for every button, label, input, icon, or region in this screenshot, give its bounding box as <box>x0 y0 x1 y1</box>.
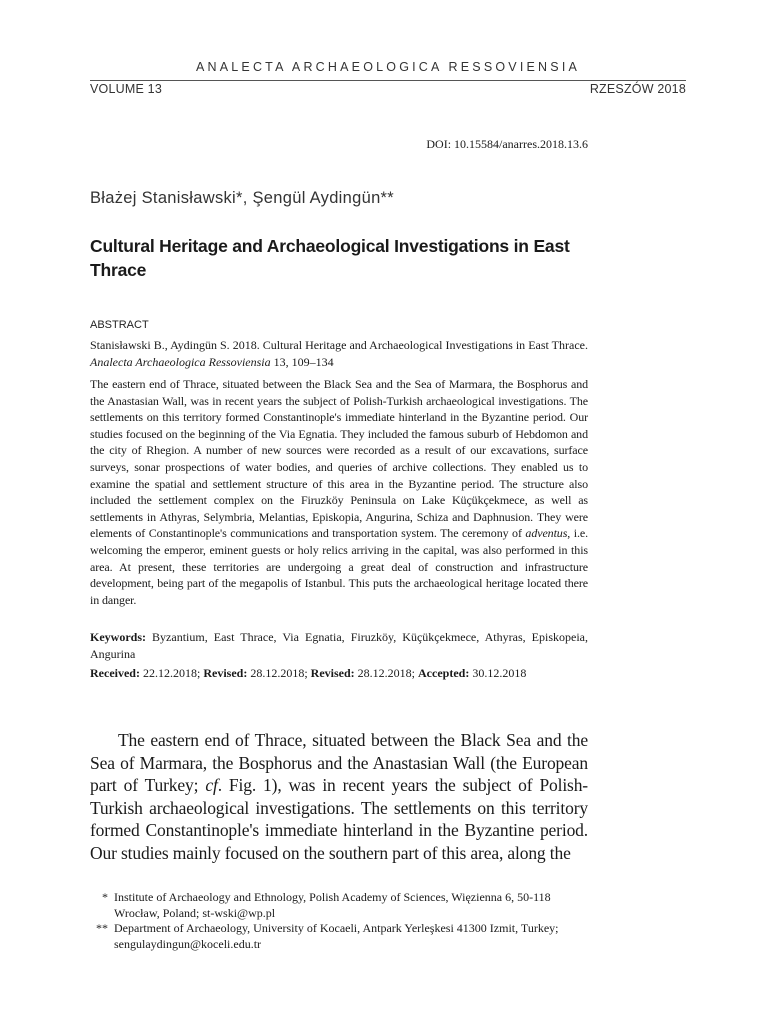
received-label: Received: <box>90 666 140 680</box>
abstract-heading: ABSTRACT <box>90 319 149 331</box>
abstract-body <box>90 376 588 608</box>
footnotes <box>90 890 588 952</box>
keywords-label: Keywords: <box>90 630 146 644</box>
revised-date-1: 28.12.2018; <box>250 666 308 680</box>
submission-dates <box>90 665 588 682</box>
accepted-label: Accepted: <box>418 666 470 680</box>
keywords-list: Byzantium, East Thrace, Via Egnatia, Firuzköy, Küçükçekmece, Athyras, Episkopeia, Angurina <box>90 630 588 661</box>
citation-journal: Analecta Archaeologica Ressoviensia <box>90 354 271 369</box>
footnote-text: Department of Archaeology, University of Kocaeli, Antpark Yerleşkesi 41300 Izmit, Turkey; sengulaydingun@koceli.edu.tr <box>114 921 559 951</box>
citation-prefix: Stanisławski B., Aydingün S. 2018. Cultural Heritage and Archaeological Investigations in East Thrace. <box>90 338 588 352</box>
abstract-text-part-1: The eastern end of Thrace, situated between the Black Sea and the Sea of Marmara, the Bosphorus and the Anastasian Wall, was in recent years the subject of Polish-Turkish archaeological investigations. The settlements on this territory formed Constantinople's immediate hinterland in the Byzantine period. Our studies focused on the beginning of the Via Egnatia. They included the famous suburb of Hebdomon and the city of Rhegion. A number of new sources were recorded as a result of our excavations, surface surveys, sonar prospections of water bodies, and queries of archive collections. They enabled us to examine the spatial and settlement structure of this area in the Byzantine period. The structure also included the settlement complex on the Firuzköy Peninsula on Lake Küçükçekmece, as well as settlements in Athyras, Selymbria, Melantias, Episkopia, Angurina, Schiza and Daphnusion. They were elements of Constantinople's communications and transportation system. The ceremony of <box>90 377 588 541</box>
abstract-citation <box>90 337 588 370</box>
intro-part-1: The eastern end of Thrace, situated between the Black Sea and the Sea of Marmara, the Bosphorus and the Anastasian Wall (the European part of Turkey; <box>90 730 588 795</box>
abstract-text-italic: adventus <box>525 526 568 541</box>
intro-cf: cf <box>205 775 218 795</box>
intro-paragraph <box>90 729 588 864</box>
doi-link[interactable]: DOI: 10.15584/anarres.2018.13.6 <box>426 137 588 151</box>
abstract-text-part-2: , i.e. welcoming the emperor, eminent guests or holy relics arriving in the capital, was also performed in this area. At present, these territories are undergoing a great deal of construction and infrastructure development, being part of the megapolis of Istanbul. This puts the archaeological heritage located there in danger. <box>90 526 589 607</box>
place-year: RZESZÓW 2018 <box>589 82 686 96</box>
footnote-mark: * <box>102 890 108 904</box>
footnote <box>90 921 588 952</box>
intro-part-2: . Fig. 1), was in recent years the subject of Polish-Turkish archaeological investigations. The settlements on this territory formed Constantinople's immediate hinterland in the Byzantine period. Our studies mainly focused on the southern part of this area, along the <box>90 775 588 863</box>
volume-number: VOLUME 13 <box>90 82 162 96</box>
authors: Błażej Stanisławski*, Şengül Aydingün** <box>90 189 394 207</box>
revised-date-2: 28.12.2018; <box>357 666 416 680</box>
accepted-date: 30.12.2018 <box>472 666 527 680</box>
citation-suffix: 13, 109–134 <box>273 354 334 369</box>
footnote <box>90 890 588 921</box>
keywords <box>90 629 588 662</box>
received-date: 22.12.2018; <box>142 666 201 680</box>
journal-name: ANALECTA ARCHAEOLOGICA RESSOVIENSIA <box>195 60 581 74</box>
footnote-mark: ** <box>96 921 108 935</box>
article-title: Cultural Heritage and Archaeological Investigations in East Thrace <box>90 236 570 280</box>
revised-label-1: Revised: <box>203 666 248 680</box>
revised-label-2: Revised: <box>310 666 355 680</box>
header-rule <box>90 80 686 81</box>
footnote-text: Institute of Archaeology and Ethnology, Polish Academy of Sciences, Więzienna 6, 50-118 Wrocław, Poland; st-wski@wp.pl <box>114 890 551 920</box>
